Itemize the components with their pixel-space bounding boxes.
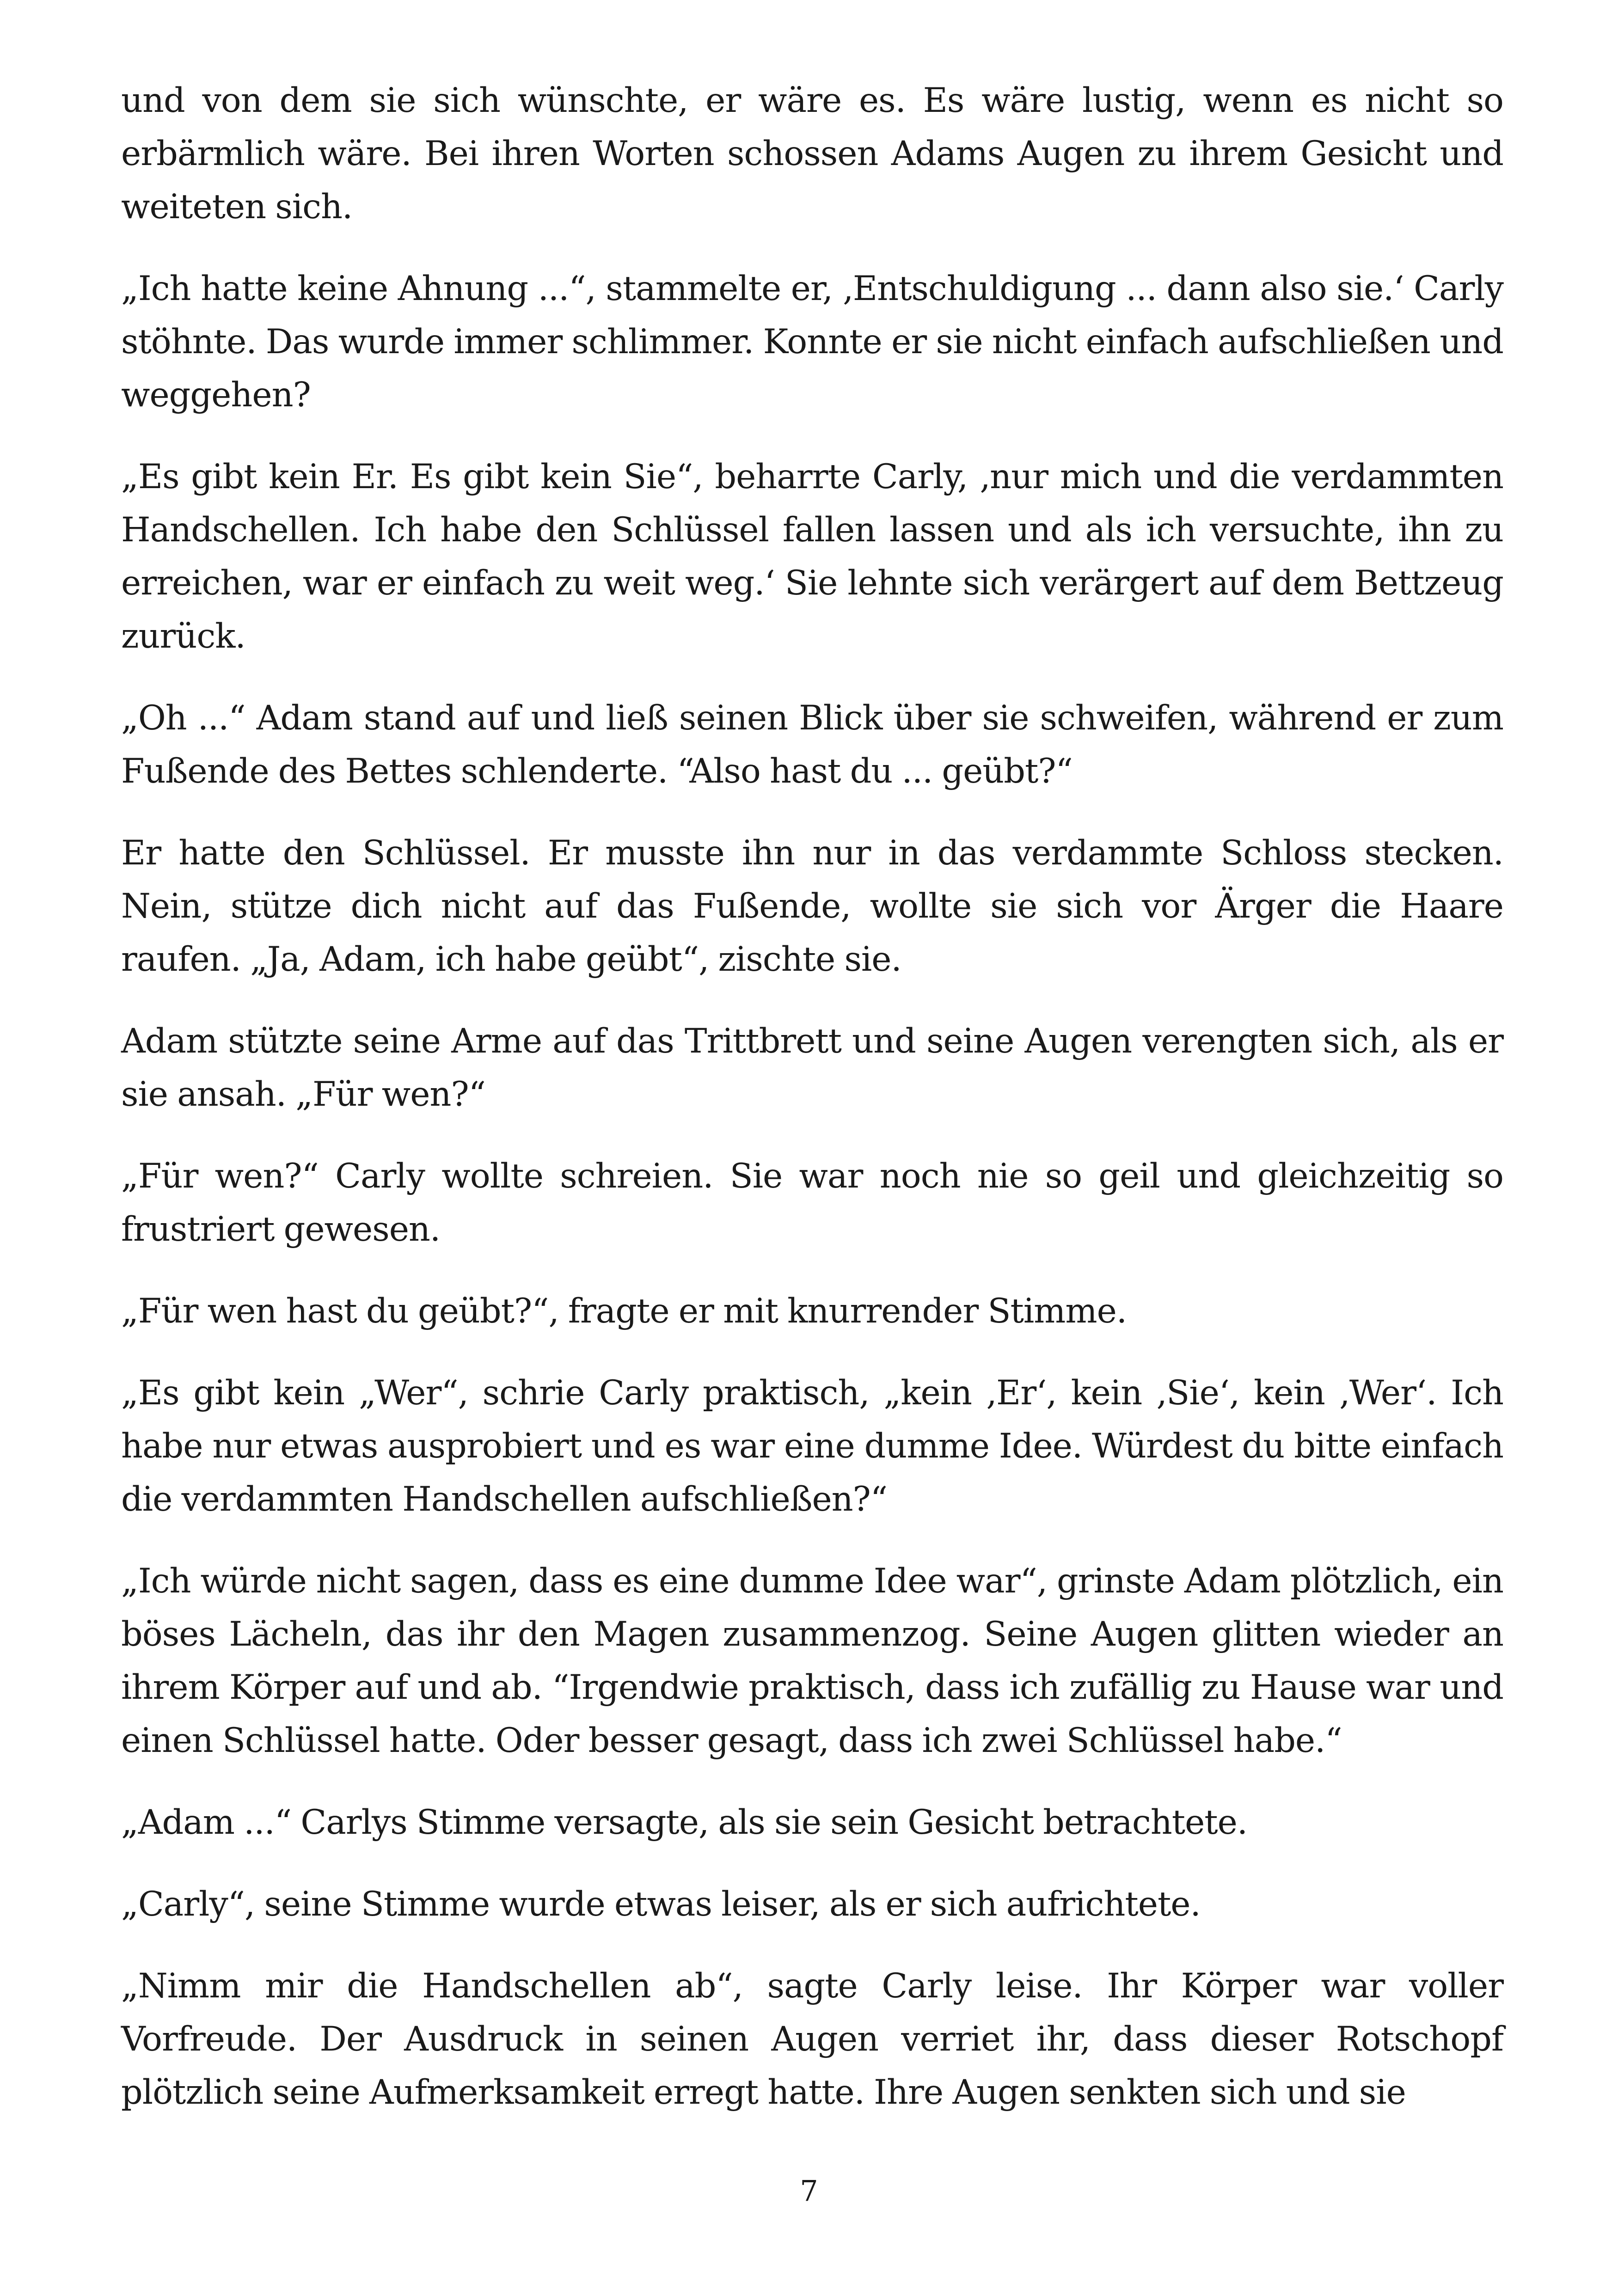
paragraph: und von dem sie sich wünschte, er wäre es. Es wäre lustig, wenn es nicht so erbärmlich wäre. Bei ihren Worten schossen Adams Augen zu ihrem Gesicht und weiteten sich.: [121, 81, 1503, 227]
page-number: 7: [800, 2174, 818, 2208]
paragraph: Adam stützte seine Arme auf das Trittbrett und seine Augen verengten sich, als er sie ansah. „Für wen?“: [121, 1022, 1503, 1114]
paragraph: „Oh ...“ Adam stand auf und ließ seinen Blick über sie schweifen, während er zum Fußende des Bettes schlenderte. “Also hast du ... geübt?“: [121, 698, 1503, 791]
paragraph: „Es gibt kein Er. Es gibt kein Sie“, beharrte Carly, ‚nur mich und die verdammten Handschellen. Ich habe den Schlüssel fallen lassen und als ich versuchte, ihn zu erreichen, war er einfach zu weit weg.‘ Sie lehnte sich verärgert auf dem Bettzeug zurück.: [121, 457, 1503, 656]
paragraph: „Adam ...“ Carlys Stimme versagte, als sie sein Gesicht betrachtete.: [121, 1803, 1248, 1842]
paragraph: „Carly“, seine Stimme wurde etwas leiser, als er sich aufrichtete.: [121, 1885, 1201, 1924]
paragraph: „Ich hatte keine Ahnung ...“, stammelte er, ‚Entschuldigung ... dann also sie.‘ Carly stöhnte. Das wurde immer schlimmer. Konnte er sie nicht einfach aufschließen und weggehen?: [121, 269, 1503, 415]
paragraph: „Für wen?“ Carly wollte schreien. Sie war noch nie so geil und gleichzeitig so frustriert gewesen.: [121, 1157, 1503, 1249]
paragraph: „Ich würde nicht sagen, dass es eine dumme Idee war“, grinste Adam plötzlich, ein böses Lächeln, das ihr den Magen zusammenzog. Seine Augen glitten wieder an ihrem Körper auf und ab. “Irgendwie praktisch, dass ich zufällig zu Hause war und einen Schlüssel hatte. Oder besser gesagt, dass ich zwei Schlüssel habe.“: [121, 1561, 1503, 1760]
paragraph: Er hatte den Schlüssel. Er musste ihn nur in das verdammte Schloss stecken. Nein, stütze dich nicht auf das Fußende, wollte sie sich vor Ärger die Haare raufen. „Ja, Adam, ich habe geübt“, zischte sie.: [121, 833, 1503, 979]
paragraph: „Nimm mir die Handschellen ab“, sagte Carly leise. Ihr Körper war voller Vorfreude. Der Ausdruck in seinen Augen verriet ihr, dass dieser Rotschopf plötzlich seine Aufmerksamkeit erregt hatte. Ihre Augen senkten sich und sie: [121, 1966, 1503, 2112]
paragraph: „Es gibt kein „Wer“, schrie Carly praktisch, „kein ‚Er‘, kein ‚Sie‘, kein ‚Wer‘. Ich habe nur etwas ausprobiert und es war eine dumme Idee. Würdest du bitte einfach die verdammten Handschellen aufschließen?“: [121, 1373, 1503, 1519]
paragraph: „Für wen hast du geübt?“, fragte er mit knurrender Stimme.: [121, 1292, 1127, 1331]
body-text: [121, 74, 1503, 2148]
